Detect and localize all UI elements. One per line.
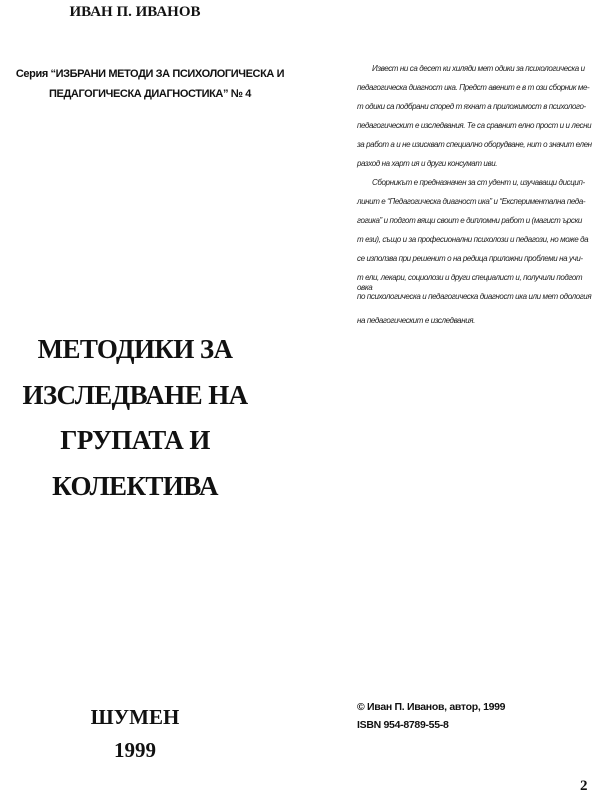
abstract-line: за работ а и не изискват специално оборудване, нит о значит елен [357, 140, 592, 149]
abstract-line: разход на харт ия и други консумат иви. [357, 159, 498, 168]
publication-year: 1999 [114, 738, 156, 762]
isbn: ISBN 954-8789-55-8 [357, 719, 449, 731]
abstract-line: по психологическа и педагогическа диагност ика или мет одология [357, 292, 592, 301]
book-title-line-3: ГРУПАТА И [60, 425, 210, 455]
abstract-line: педагогическа диагност ика. Предст авенит е в т ози сборник ме- [357, 83, 590, 92]
abstract-line: Извест ни са десет ки хиляди мет одики за психологическа и [372, 64, 585, 73]
abstract-line: на педагогическит е изследвания. [357, 316, 475, 325]
book-title-line-1: МЕТОДИКИ ЗА [37, 334, 233, 364]
publication-city: ШУМЕН [90, 705, 180, 729]
copyright-notice: © Иван П. Иванов, автор, 1999 [357, 701, 506, 713]
abstract-line: се използва при решенит о на редица приложни проблеми на учи- [357, 254, 583, 263]
abstract-line: Сборникът е предназначен за ст удент и, изучаващи дисцип- [372, 178, 585, 187]
abstract-line: гогика” и подгот вящи своит е дипломни работ и (магист ърски [357, 216, 582, 225]
abstract-line: т ези), също и за професионални психолози и педагози, но може да [357, 235, 589, 244]
abstract-line: т одики са подбрани според т яхнат а приложимост в психолого- [357, 102, 586, 111]
series-line-2: ПЕДАГОГИЧЕСКА ДИАГНОСТИКА” № 4 [49, 88, 251, 100]
abstract-line: т ели, лекари, социолози и други специалист и, получили подгот овка [357, 273, 583, 292]
abstract-line: линит е “Педагогическа диагност ика” и “Експериментална педа- [357, 197, 586, 206]
page-number: 2 [580, 778, 588, 794]
book-title-line-4: КОЛЕКТИВА [52, 471, 218, 501]
author-name: ИВАН П. ИВАНОВ [69, 4, 201, 20]
series-line-1: Серия “ИЗБРАНИ МЕТОДИ ЗА ПСИХОЛОГИЧЕСКА И [15, 68, 285, 80]
book-title-line-2: ИЗСЛЕДВАНЕ НА [22, 380, 248, 410]
abstract-line: педагогическит е изследвания. Те са сравнит елно прост и и лесни [357, 121, 592, 130]
